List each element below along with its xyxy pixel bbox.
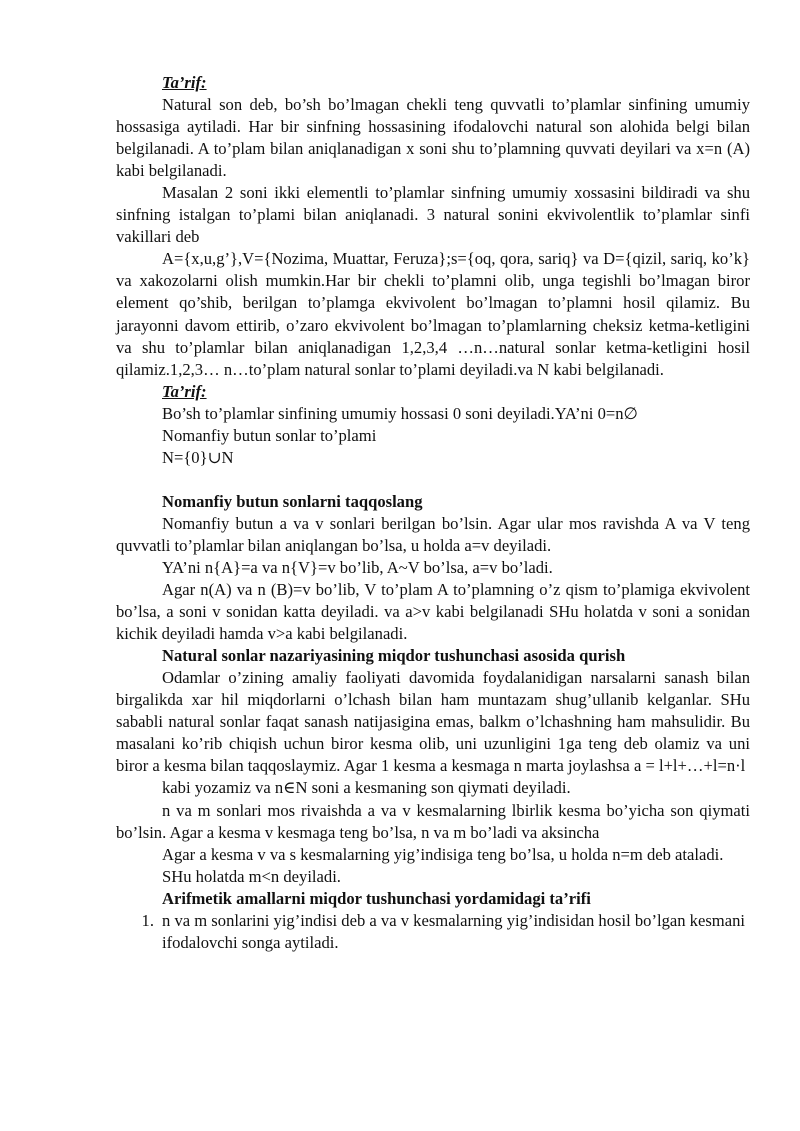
paragraph: Odamlar o’zining amaliy faoliyati davomida foydalanidigan narsalarni sanash bilan birgalikda xar hil miqdorlarni o’lchash bilan ham muntazam shug’ullanib kelganlar. SHu sababli natural sonlar faqat sanash natijasigina emas, balkm o’lchashning ham mahsulidir. Bu masalani ko’rib chiqish uchun biror kesma olib, uni uzunligini 1ga teng deb olamiz va uni biror a kesma bilan taqqoslaymiz. Agar 1 kesma a kesmaga n marta joylashsa a = l+l+…+l=n·l: [116, 668, 750, 776]
text-line: kabi yozamiz va n∈N soni a kesmaning son qiymati deyiladi.: [162, 778, 571, 798]
section-heading: Arifmetik amallarni miqdor tushunchasi yordamidagi ta’rifi: [162, 888, 591, 908]
paragraph: Agar a kesma v va s kesmalarning yig’indisiga teng bo’lsa, u holda n=m deb ataladi.: [162, 844, 724, 864]
paragraph: Natural son deb, bo’sh bo’lmagan chekli teng quvvatli to’plamlar sinfining umumiy hossasiga aytiladi. Har bir sinfning hossasining ifodalovchi natural son alohida belgi bilan belgilanadi. A to’plam bilan aniqlanadigan x soni shu to’plamning quvvati deyilari va x=n (A) kabi belgilanadi.: [116, 95, 750, 181]
paragraph: Masalan 2 soni ikki elementli to’plamlar sinfning umumiy xossasini bildiradi va shu sinfning istalgan to’plami bilan aniqlanadi. 3 natural sonini ekvivolentlik to’plamlar sinfi vakillari deb: [116, 183, 750, 247]
text-line: Nomanfiy butun sonlar to’plami: [162, 425, 377, 445]
text-line: N={0}∪N: [162, 447, 234, 467]
definition-heading: Ta’rif:: [162, 381, 207, 401]
paragraph: A={x,u,g’},V={Nozima, Muattar, Feruza};s={oq, qora, sariq} va D={qizil, sariq, ko’k} va xakozolarni olish mumkin.Har bir chekli to’plamni olib, unga tegishli bo’lmagan biror element qo’shib, berilgan to’plamga ekvivolent bo’lmagan to’plamni hosil qilamiz. Bu jarayonni davom ettirib, o’zaro ekvivolent bo’lmagan to’plamlarning cheksiz ketma-ketligini va shu to’plamlar bilan aniqlanadigan 1,2,3,4 …n…natural sonlar ketma-ketligini hosil qilamiz.1,2,3… n…to’plam natural sonlar to’plami deyiladi.va N kabi belgilanadi.: [116, 249, 750, 379]
list-number: 1.: [141, 910, 154, 930]
spacer: [116, 469, 750, 491]
paragraph: Nomanfiy butun a va v sonlari berilgan bo’lsin. Agar ular mos ravishda A va V teng quvvatli to’plamlar bilan aniqlangan bo’lsa, u holda a=v deyiladi.: [116, 513, 750, 555]
definition-heading: Ta’rif:: [162, 73, 207, 92]
list-text: n va m sonlarini yig’indisi deb a va v kesmalarning yig’indisidan hosil bo’lgan kesmani ifodalovchi songa aytiladi.: [162, 910, 745, 952]
paragraph: n va m sonlari mos rivaishda a va v kesmalarning lbirlik kesma bo’yicha son qiymati bo’lsin. Agar a kesma v kesmaga teng bo’lsa, n va m bo’ladi va aksincha: [116, 800, 750, 842]
paragraph: Agar n(A) va n (B)=v bo’lib, V to’plam A to’plamning o’z qism to’plamiga ekvivolent bo’lsa, a soni v sonidan katta deyiladi. va a>v kabi belgilanadi SHu holatda v soni a sonidan kichik deyiladi hamda v>a kabi belgilanadi.: [116, 580, 750, 644]
section-heading: Nomanfiy butun sonlarni taqqoslang: [162, 491, 423, 511]
text-line: YA’ni n{A}=a va n{V}=v bo’lib, A~V bo’lsa, a=v bo’ladi.: [162, 557, 553, 577]
text-line: Bo’sh to’plamlar sinfining umumiy hossasi 0 soni deyiladi.YA’ni 0=n∅: [162, 403, 638, 423]
text-line: SHu holatda m<n deyiladi.: [162, 866, 341, 886]
section-heading: Natural sonlar nazariyasining miqdor tushunchasi asosida qurish: [162, 646, 626, 666]
list-item: [116, 910, 750, 954]
